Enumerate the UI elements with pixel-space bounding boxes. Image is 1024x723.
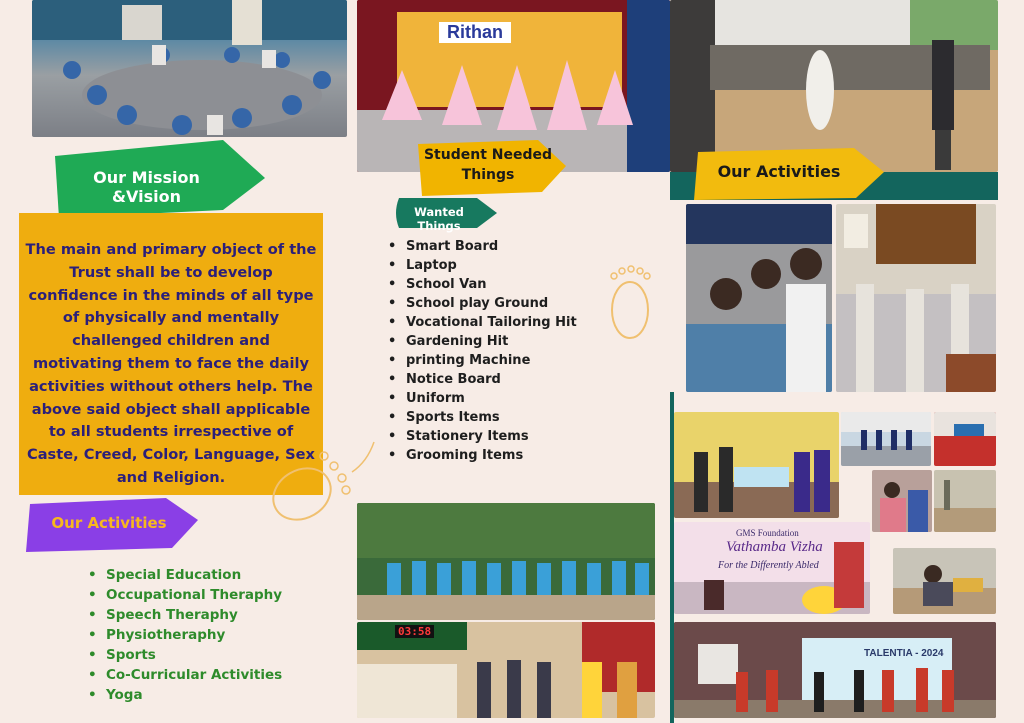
list-item: • Speech Theraphy xyxy=(86,605,326,625)
outdoor-photo-art xyxy=(670,0,998,172)
list-item: • Yoga xyxy=(86,685,326,705)
list-item: • Co-Curricular Activities xyxy=(86,665,326,685)
list-item: • School play Ground xyxy=(386,294,626,313)
list-item: • Laptop xyxy=(386,256,626,275)
activities-list xyxy=(86,565,326,705)
activity-photo-ceremony xyxy=(836,204,996,392)
wanted-things-pill xyxy=(393,198,497,233)
list-item: • Sports Items xyxy=(386,408,626,427)
event-banner-photo xyxy=(674,522,870,614)
mission-body-text: The main and primary object of the Trust shall be to develop confidence in the minds of all type of physically and mentally challenged children and motivating them to face the daily activities without others help. The above said object shall applicable to all students irrespective of Caste, Creed, Color, Language, Sex and Religion. xyxy=(25,241,317,486)
event-banner-line3: For the Differently Abled xyxy=(718,560,819,571)
event-banner-line2: Vathamba Vizha xyxy=(726,539,823,555)
outdoor-small-photo-art xyxy=(934,470,996,532)
needed-heading xyxy=(418,145,558,185)
list-item: • Sports xyxy=(86,645,326,665)
talentia-stage-photo xyxy=(674,622,996,718)
therapy-photo-1-art xyxy=(872,470,932,532)
activity-photo-group-art xyxy=(686,204,832,392)
needed-heading-line2: Things xyxy=(461,167,515,183)
list-item: • Smart Board xyxy=(386,237,626,256)
event-banner-line1: GMS Foundation xyxy=(736,528,799,538)
activity-photo-group xyxy=(686,204,832,392)
list-item: • Notice Board xyxy=(386,370,626,389)
classroom-photo-art xyxy=(32,0,347,137)
activities-heading-banner-left xyxy=(26,498,198,552)
list-item: • School Van xyxy=(386,275,626,294)
hall-photo xyxy=(841,412,931,466)
stage-red-photo xyxy=(934,412,996,466)
indoor-event-photo xyxy=(357,622,655,718)
award-photo-art xyxy=(674,412,839,518)
stage-sign: Rithan xyxy=(439,22,511,43)
sports-group-photo xyxy=(357,503,655,620)
hall-photo-art xyxy=(841,412,931,466)
list-item: • Stationery Items xyxy=(386,427,626,446)
wanted-things-label: Wanted Things xyxy=(414,205,464,233)
award-photo xyxy=(674,412,839,518)
footprint-doodle-right xyxy=(600,262,660,352)
therapy-photo-1 xyxy=(872,470,932,532)
therapy-photo-2-art xyxy=(893,548,996,614)
list-item: • printing Machine xyxy=(386,351,626,370)
activity-photo-ceremony-art xyxy=(836,204,996,392)
footprint-doodle-left xyxy=(262,432,382,532)
list-item: • Special Education xyxy=(86,565,326,585)
list-item: • Grooming Items xyxy=(386,446,626,465)
activities-heading-right: Our Activities xyxy=(717,162,841,181)
talentia-stage-photo-art xyxy=(674,622,996,718)
needed-items-list xyxy=(386,237,626,465)
therapy-photo-2 xyxy=(893,548,996,614)
outdoor-activity-photo xyxy=(670,0,998,172)
needed-heading-banner xyxy=(418,140,566,196)
classroom-photo xyxy=(32,0,347,137)
outdoor-small-photo xyxy=(934,470,996,532)
teal-panel-edge xyxy=(670,392,674,723)
list-item: • Gardening Hit xyxy=(386,332,626,351)
clock-display: 03:58 xyxy=(395,625,434,638)
mission-heading: Our Mission &Vision xyxy=(93,168,200,206)
needed-heading-line1: Student Needed xyxy=(423,147,553,163)
list-item: • Physiotheraphy xyxy=(86,625,326,645)
talentia-banner-text: TALENTIA - 2024 xyxy=(864,648,944,659)
list-item: • Vocational Tailoring Hit xyxy=(386,313,626,332)
activities-heading-banner-right xyxy=(694,148,884,200)
list-item: • Occupational Theraphy xyxy=(86,585,326,605)
list-item: • Uniform xyxy=(386,389,626,408)
stage-red-photo-art xyxy=(934,412,996,466)
activities-heading-left: Our Activities xyxy=(51,514,167,532)
mission-heading-banner xyxy=(55,140,265,218)
sports-group-photo-art xyxy=(357,503,655,620)
